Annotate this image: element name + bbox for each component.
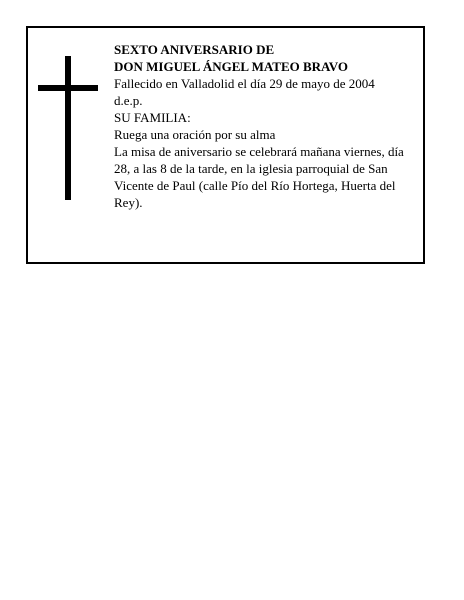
cross-vertical-bar (65, 56, 71, 200)
prayer-request: Ruega una oración por su alma (114, 127, 276, 142)
anniversary-heading: SEXTO ANIVERSARIO DE (114, 42, 275, 57)
deceased-name: DON MIGUEL ÁNGEL MATEO BRAVO (114, 59, 349, 74)
notice-text-block (114, 41, 422, 211)
obituary-notice (26, 26, 425, 264)
cross-icon (38, 56, 98, 200)
cross-horizontal-bar (38, 85, 98, 91)
death-info: Fallecido en Valladolid el día 29 de mayo de 2004 (114, 76, 375, 91)
family-label: SU FAMILIA: (114, 110, 191, 125)
mass-details: La misa de aniversario se celebrará mañana viernes, día 28, a las 8 de la tarde, en la iglesia parroquial de San Vicente de Paul (calle Pío del Río Hortega, Huerta del Rey). (114, 144, 404, 210)
rip-text: d.e.p. (114, 93, 143, 108)
